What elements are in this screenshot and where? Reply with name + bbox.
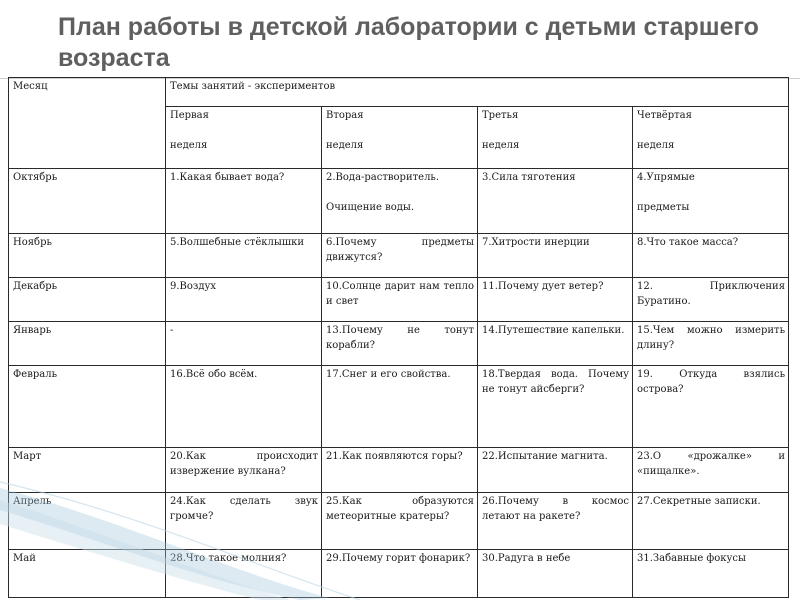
topics-header: Темы занятий - экспериментов	[166, 78, 789, 107]
experiment-plan-table	[8, 77, 789, 598]
month-cell: Декабрь	[9, 277, 166, 321]
month-cell: Февраль	[9, 366, 166, 448]
topic-cell: 8.Что такое масса?	[633, 233, 789, 277]
week-sub: неделя	[482, 140, 520, 152]
table-row	[9, 322, 789, 366]
topic-cell: 20.Как происходит извержение вулкана?	[166, 448, 322, 492]
topic-cell: 18.Твердая вода. Почему не тонут айсберги?	[478, 366, 633, 448]
week-sub: неделя	[637, 140, 675, 152]
month-header: Месяц	[9, 78, 166, 169]
week-sub: неделя	[170, 140, 208, 152]
topic-cell: 25.Как образуются метеоритные кратеры?	[322, 492, 478, 549]
week-label: Первая	[170, 110, 209, 122]
topic-cell: 10.Солнце дарит нам тепло и свет	[322, 277, 478, 321]
table-row	[9, 492, 789, 549]
month-cell: Октябрь	[9, 168, 166, 233]
topic-cell: 11.Почему дует ветер?	[478, 277, 633, 321]
topic-cell: 16.Всё обо всём.	[166, 366, 322, 448]
topic-cell: 28.Что такое молния?	[166, 549, 322, 598]
week-header	[322, 107, 478, 168]
topic-cell: 7.Хитрости инерции	[478, 233, 633, 277]
topic-cell: 14.Путешествие капельки.	[478, 322, 633, 366]
topic-cell: 24.Как сделать звук громче?	[166, 492, 322, 549]
topic-cell: 27.Секретные записки.	[633, 492, 789, 549]
topic-cell: 30.Радуга в небе	[478, 549, 633, 598]
topic-cell: 4.Упрямые предметы	[633, 168, 789, 233]
week-label: Четвёртая	[637, 110, 692, 122]
topic-cell: 23.О «дрожалке» и «пищалке».	[633, 448, 789, 492]
table-row	[9, 549, 789, 598]
page-title: План работы в детской лаборатории с детьми старшего возраста	[58, 13, 759, 72]
week-header	[478, 107, 633, 168]
topic-cell: 22.Испытание магнита.	[478, 448, 633, 492]
topic-cell: 31.Забавные фокусы	[633, 549, 789, 598]
month-cell: Январь	[9, 322, 166, 366]
topic-cell: 29.Почему горит фонарик?	[322, 549, 478, 598]
week-header	[166, 107, 322, 168]
topic-cell: 15.Чем можно измерить длину?	[633, 322, 789, 366]
topic-cell: 3.Сила тяготения	[478, 168, 633, 233]
topic-cell: 21.Как появляются горы?	[322, 448, 478, 492]
week-label: Третья	[482, 110, 519, 122]
topic-cell: 2.Вода-растворитель. Очищение воды.	[322, 168, 478, 233]
topic-cell: 13.Почему не тонут корабли?	[322, 322, 478, 366]
month-cell: Ноябрь	[9, 233, 166, 277]
month-cell: Март	[9, 448, 166, 492]
month-cell: Апрель	[9, 492, 166, 549]
header-row	[9, 78, 789, 107]
table-row	[9, 233, 789, 277]
topic-cell: 6.Почему предметы движутся?	[322, 233, 478, 277]
topic-cell: 5.Волшебные стёклышки	[166, 233, 322, 277]
table-row	[9, 366, 789, 448]
week-sub: неделя	[326, 140, 364, 152]
topic-cell: 26.Почему в космос летают на ракете?	[478, 492, 633, 549]
topic-cell: 12. Приключения Буратино.	[633, 277, 789, 321]
table-row	[9, 448, 789, 492]
topic-cell: 17.Снег и его свойства.	[322, 366, 478, 448]
topic-cell: 1.Какая бывает вода?	[166, 168, 322, 233]
table-row	[9, 168, 789, 233]
topic-cell: -	[166, 322, 322, 366]
topic-cell: 9.Воздух	[166, 277, 322, 321]
table-row	[9, 277, 789, 321]
month-cell: Май	[9, 549, 166, 598]
week-label: Вторая	[326, 110, 364, 122]
topic-cell: 19. Откуда взялись острова?	[633, 366, 789, 448]
week-header	[633, 107, 789, 168]
